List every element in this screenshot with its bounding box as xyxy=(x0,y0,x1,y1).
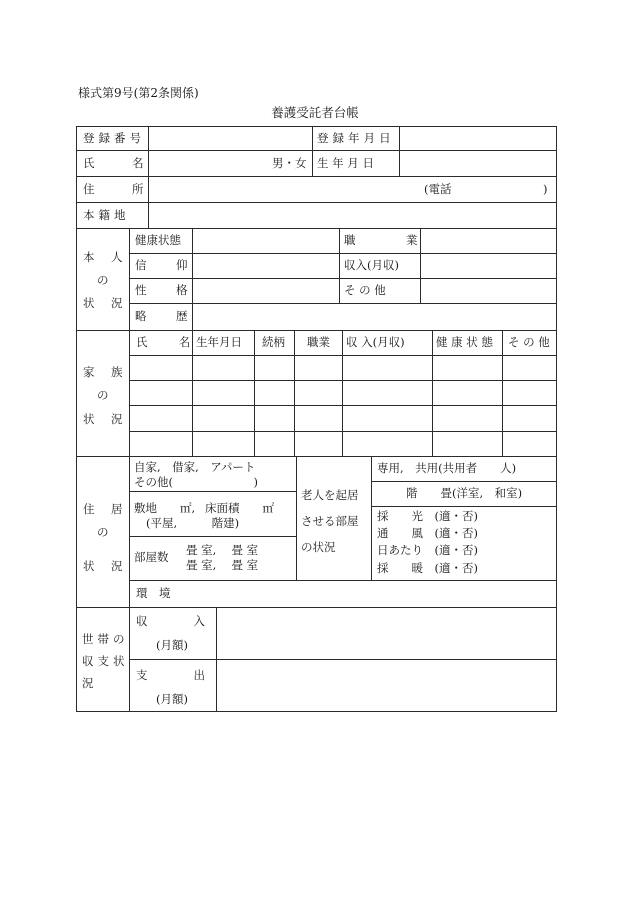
rule xyxy=(76,228,557,229)
rule xyxy=(371,481,557,482)
housing-ownership-2: その他( ) xyxy=(134,475,258,489)
rule xyxy=(371,506,557,507)
label-faith-1: 信 xyxy=(135,258,147,272)
family-col-other: そ の 他 xyxy=(508,335,550,349)
label-other: そ の 他 xyxy=(344,283,386,297)
label-character-2: 格 xyxy=(176,283,188,297)
family-col-name: 氏 名 xyxy=(136,335,205,349)
rule xyxy=(129,491,296,492)
label-history-2: 歴 xyxy=(176,309,188,323)
label-name-2: 名 xyxy=(132,156,144,170)
gender-option: 男・女 xyxy=(272,156,307,170)
form-number: 様式第9号(第2条関係) xyxy=(78,86,199,100)
rule xyxy=(129,253,557,254)
phone-close: ) xyxy=(543,182,548,196)
rule xyxy=(294,330,295,456)
rule xyxy=(254,330,255,456)
label-history-1: 略 xyxy=(135,309,147,323)
housing-rooms-label: 部屋数 xyxy=(134,550,169,564)
rule xyxy=(420,228,421,303)
rule xyxy=(192,228,193,330)
phone-open: (電話 xyxy=(424,182,452,196)
label-occupation-1: 職 xyxy=(344,233,356,247)
label-birth-date: 生 年 月 日 xyxy=(317,156,374,170)
person-section-char-2: 人 xyxy=(111,250,123,264)
rule xyxy=(129,536,296,537)
housing-section-char-4: 状 xyxy=(83,559,95,573)
label-name-1: 氏 xyxy=(83,156,95,170)
family-col-income: 収 入(月収) xyxy=(346,335,405,349)
family-col-relation: 続柄 xyxy=(262,335,285,349)
rule xyxy=(129,580,557,581)
label-registration-number: 登録番号 xyxy=(83,131,146,145)
label-occupation-2: 業 xyxy=(406,233,418,247)
rule xyxy=(129,405,557,406)
housing-section-char-1: 住 xyxy=(83,502,95,516)
rule xyxy=(148,126,149,228)
room-lighting: 採 光 (適・否) xyxy=(377,509,478,523)
registry-form xyxy=(76,126,557,712)
rule xyxy=(296,456,297,580)
housing-storeys: (平屋, 階建) xyxy=(146,516,240,530)
elder-room-line-3: の状況 xyxy=(301,540,336,554)
family-section-char-2: 族 xyxy=(111,365,123,379)
budget-section-line-3: 況 xyxy=(82,676,94,690)
rule xyxy=(216,607,217,712)
rule xyxy=(76,607,557,608)
rule xyxy=(129,355,557,356)
budget-section-line-2: 収支状 xyxy=(82,654,129,668)
family-section-char-3: の xyxy=(97,388,109,402)
rule xyxy=(399,126,400,176)
budget-section-line-1: 世帯の xyxy=(82,632,129,646)
elder-room-line-2: させる部屋 xyxy=(301,514,359,528)
label-budget-income-monthly: (月額) xyxy=(156,638,188,652)
rule xyxy=(129,228,130,712)
family-section-char-4: 状 xyxy=(83,412,95,426)
label-address-1: 住 xyxy=(83,182,95,196)
rule xyxy=(76,330,557,331)
housing-section-char-5: 況 xyxy=(111,559,123,573)
rule xyxy=(339,228,340,303)
housing-section-char-2: 居 xyxy=(111,502,123,516)
rule xyxy=(502,330,503,456)
housing-floor-area: 床面積 ㎡ xyxy=(205,501,274,515)
person-section-char-1: 本 xyxy=(83,250,95,264)
rule xyxy=(76,456,557,457)
label-environment: 環 境 xyxy=(136,586,171,600)
family-col-occupation: 職業 xyxy=(307,335,330,349)
border-bottom xyxy=(76,711,557,712)
elder-room-line-1: 老人を起居 xyxy=(301,488,359,502)
family-col-health: 健 康 状 態 xyxy=(436,335,493,349)
rule xyxy=(129,278,557,279)
room-heating: 採 暖 (適・否) xyxy=(377,561,478,575)
housing-rooms-2: 畳 室, 畳 室 xyxy=(186,558,259,572)
person-section-char-5: 況 xyxy=(111,296,123,310)
label-budget-expense-monthly: (月額) xyxy=(156,692,188,706)
room-shared: 専用, 共用(共用者 人) xyxy=(377,461,517,475)
rule xyxy=(129,431,557,432)
rule xyxy=(432,330,433,456)
room-sunlight: 日あたり (適・否) xyxy=(377,543,478,557)
label-health: 健康状態 xyxy=(135,233,181,247)
label-budget-income: 収 入 xyxy=(136,614,205,628)
person-section-char-4: 状 xyxy=(83,296,95,310)
rule xyxy=(129,303,557,304)
label-domicile: 本籍地 xyxy=(83,208,130,222)
border-left xyxy=(76,126,77,712)
person-section-char-3: の xyxy=(97,273,109,287)
label-budget-expense: 支 出 xyxy=(136,668,205,682)
rule xyxy=(312,126,313,176)
border-right xyxy=(556,126,557,712)
housing-section-char-3: の xyxy=(97,525,109,539)
housing-ownership-1: 自家, 借家, アパート xyxy=(134,460,256,474)
rule xyxy=(129,659,557,660)
label-income: 収入(月収) xyxy=(344,258,399,272)
housing-rooms-1: 畳 室, 畳 室 xyxy=(186,543,259,557)
label-address-2: 所 xyxy=(132,182,144,196)
label-character-1: 性 xyxy=(135,283,147,297)
label-faith-2: 仰 xyxy=(176,258,188,272)
document-title: 養護受託者台帳 xyxy=(271,105,359,120)
rule xyxy=(342,330,343,456)
room-ventilation: 通 風 (適・否) xyxy=(377,526,478,540)
rule xyxy=(129,380,557,381)
family-section-char-5: 況 xyxy=(111,412,123,426)
family-col-birth: 生年月日 xyxy=(196,335,242,349)
room-floor: 階 畳(洋室, 和室) xyxy=(406,486,523,500)
rule xyxy=(371,456,372,580)
label-registration-date: 登録年月日 xyxy=(317,131,395,145)
housing-land-area: 敷地 ㎡, xyxy=(134,501,196,515)
family-section-char-1: 家 xyxy=(83,365,95,379)
